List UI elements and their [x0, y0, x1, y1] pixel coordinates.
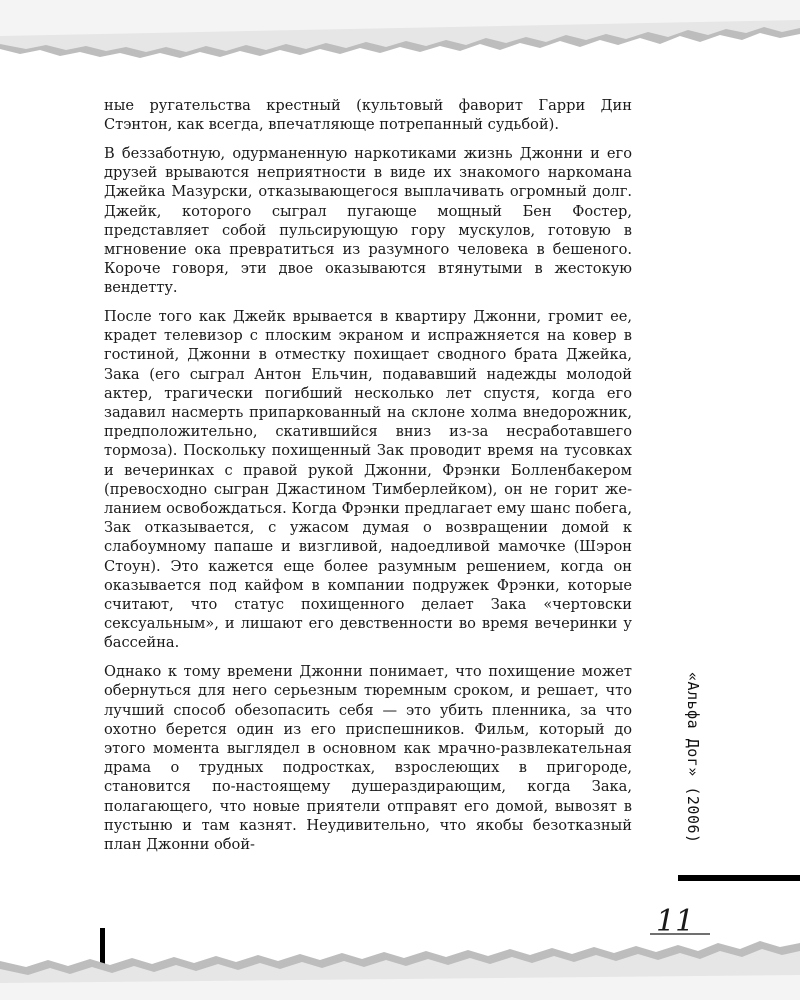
- chapter-side-title: «Альфа Дог» (2006): [684, 672, 702, 844]
- torn-top-edge: [0, 0, 800, 60]
- paragraph: После того как Джейк врывается в квартиру Джонни, громит ее, крадет телевизор с плоским экраном и испражняется на ковер в гостиной, Джонни в отместку похищает сводного брата Джейка, Зака (его сыграл Антон Ельчин, подававший надежды молодой актер, трагически погибший несколько лет спустя, когда его задавил насмерть припаркованный на склоне холма внедорожник, предположительно, скатившийся вниз из-за несработавшего тормоза). Поскольку похищенный Зак проводит время на тусовках и вечеринках с правой рукой Джонни, Фрэнки Болленбакером (превосходно сыгран Джастином Тимберлейком), он не горит желанием освобождаться. Когда Фрэнки предлагает ему шанс побега, Зак отказывается, с ужасом думая о возвращении домой к слабоумному папаше и визгливой, надоедливой мамочке (Шэрон Стоун). Это кажется еще более разумным решением, когда он оказывается под кайфом в компании подружек Фрэнки, которые считают, что статус похищенного делает Зака «чертовски сексуальным», и лишают его девственности во время вечеринки у бассейна.: [104, 308, 632, 652]
- page-number-label: 11: [656, 904, 695, 939]
- paragraph: ные ругательства крестный (культовый фаворит Гарри Дин Стэнтон, как всегда, впечатляюще потрепанный судьбой).: [104, 97, 632, 134]
- torn-bottom-edge: [0, 925, 800, 1000]
- paragraph: Однако к тому времени Джонни понимает, что похищение может обернуться для него серьезным тюремным сроком, и решает, что лучший способ обезопасить себя — это убить пленника, за что охотно берется один из его приспешников. Фильм, который до этого момента выглядел в основном как мрачно-развлекательная драма о трудных подростках, взрослеющих в пригороде, становится по-настоящему душераздирающим, когда Зака, полагающего, что новые приятели отправят его домой, вывозят в пустыню и там казнят. Неудивительно, что якобы безотказный план Джонни обой-: [104, 663, 632, 854]
- body-text: [104, 96, 632, 864]
- paragraph: В беззаботную, одурманенную наркотиками жизнь Джонни и его друзей врываются неприятности в виде их знакомого наркомана Джейка Мазурски, отказывающегося выплачивать огромный долг. Джейк, которого сыграл пугающе мощный Бен Фостер, представляет собой пульсирующую гору мускулов, готовую в мгновение ока превратиться из разумного человека в бешеного. Короче говоря, эти двое оказываются втянутыми в жестокую вендетту.: [104, 144, 632, 297]
- side-divider-bar: [678, 875, 800, 881]
